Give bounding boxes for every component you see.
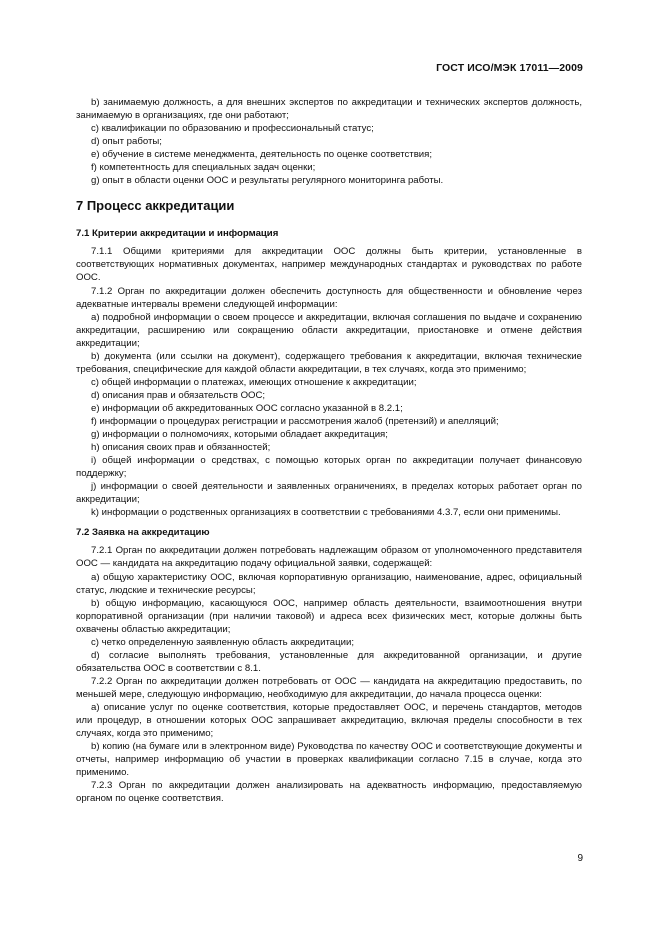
paragraph: 7.2.2 Орган по аккредитации должен потребовать от ООС — кандидата на аккредитацию предоставить, по меньшей мере, следующую информацию, необходимую для аккредитации, до начала процесса оценки: — [76, 675, 582, 700]
list-item: d) опыт работы; — [91, 136, 162, 148]
list-item: e) обучение в системе менеджмента, деятельность по оценке соответствия; — [91, 149, 433, 161]
list-item: c) общей информации о платежах, имеющих отношение к аккредитации; — [91, 376, 417, 388]
list-item: h) описания своих прав и обязанностей; — [91, 442, 271, 454]
list-item: a) общую характеристику ООС, включая корпоративную организацию, наименование, адрес, официальный статус, людские и технические ресурсы; — [76, 571, 582, 596]
page-number: 9 — [577, 853, 583, 864]
section-heading: 7 Процесс аккредитации — [76, 198, 235, 214]
list-item: k) информации о родственных организациях в соответствии с требованиями 4.3.7, если они применимы. — [91, 507, 561, 519]
paragraph: 7.1.1 Общими критериями для аккредитации ООС должны быть критерии, установленные в соответствующих нормативных документах, например международных стандартах и руководствах по работе ООС. — [76, 246, 582, 284]
list-item: c) четко определенную заявленную область аккредитации; — [91, 636, 354, 648]
standard-code: ГОСТ ИСО/МЭК 17011—2009 — [436, 62, 583, 74]
paragraph: 7.1.2 Орган по аккредитации должен обеспечить доступность для общественности и обновление через адекватные интервалы времени следующей информации: — [76, 285, 582, 310]
list-item: a) подробной информации о своем процессе и аккредитации, включая соглашения по выдаче и сохранению аккредитации, расширению или сокращению области аккредитации, приостановке и отмене действия аккредитации; — [76, 311, 582, 349]
list-item: f) компетентность для специальных задач оценки; — [91, 162, 316, 174]
list-item: g) опыт в области оценки ООС и результаты регулярного мониторинга работы. — [91, 175, 444, 187]
list-item: a) описание услуг по оценке соответствия, которые предоставляет ООС, и перечень стандартов, методов или процедур, в отношении которых ООС запрашивает аккредитацию, включая пределы способности в тех случаях, когда это применимо; — [76, 701, 582, 740]
list-item: e) информации об аккредитованных ООС согласно указанной в 8.2.1; — [91, 402, 403, 414]
list-item: b) копию (на бумаге или в электронном виде) Руководства по качеству ООС и соответствующие документы и отчеты, например информацию об участии в проверках квалификации согласно 7.15 в случае, когда это применимо. — [76, 741, 582, 779]
list-item: g) информации о полномочиях, которыми обладает аккредитация; — [91, 429, 388, 441]
subsection-heading: 7.1 Критерии аккредитации и информация — [76, 228, 279, 240]
document-body — [76, 96, 582, 805]
list-item: b) занимаемую должность, а для внешних экспертов по аккредитации и технических экспертов должность, занимаемую в организациях, где они работают; — [76, 97, 582, 122]
list-item: b) документа (или ссылки на документ), содержащего требования к аккредитации, включая технические требования, специфические для каждой области аккредитации, в тех случаях, когда это применимо; — [76, 350, 582, 375]
paragraph: 7.2.3 Орган по аккредитации должен анализировать на адекватность информацию, предоставляемую органом по оценке соответствия. — [76, 780, 582, 805]
list-item: b) общую информацию, касающуюся ООС, например область деятельности, взаимоотношения внутри корпоративной организации (при наличии таковой) и адреса всех физических мест, которые должны быть охвачены областью аккредитации; — [76, 597, 582, 635]
list-item: j) информации о своей деятельности и заявленных ограничениях, в пределах которых работает орган по аккредитации; — [76, 481, 582, 506]
list-item: c) квалификации по образованию и профессиональный статус; — [91, 123, 374, 135]
paragraph: 7.2.1 Орган по аккредитации должен потребовать надлежащим образом от уполномоченного представителя ООС — кандидата на аккредитацию подачу официальной заявки, содержащей: — [76, 545, 582, 570]
list-item: d) описания прав и обязательств ООС; — [91, 389, 266, 401]
list-item: i) общей информации о средствах, с помощью которых орган по аккредитации получает финансовую поддержку; — [76, 455, 582, 480]
list-item: d) согласие выполнять требования, установленные для аккредитованной организации, и другие обязательства ООС в соответствии с 8.1. — [76, 649, 582, 674]
list-item: f) информации о процедурах регистрации и рассмотрения жалоб (претензий) и апелляций; — [91, 415, 499, 427]
subsection-heading: 7.2 Заявка на аккредитацию — [76, 527, 210, 539]
